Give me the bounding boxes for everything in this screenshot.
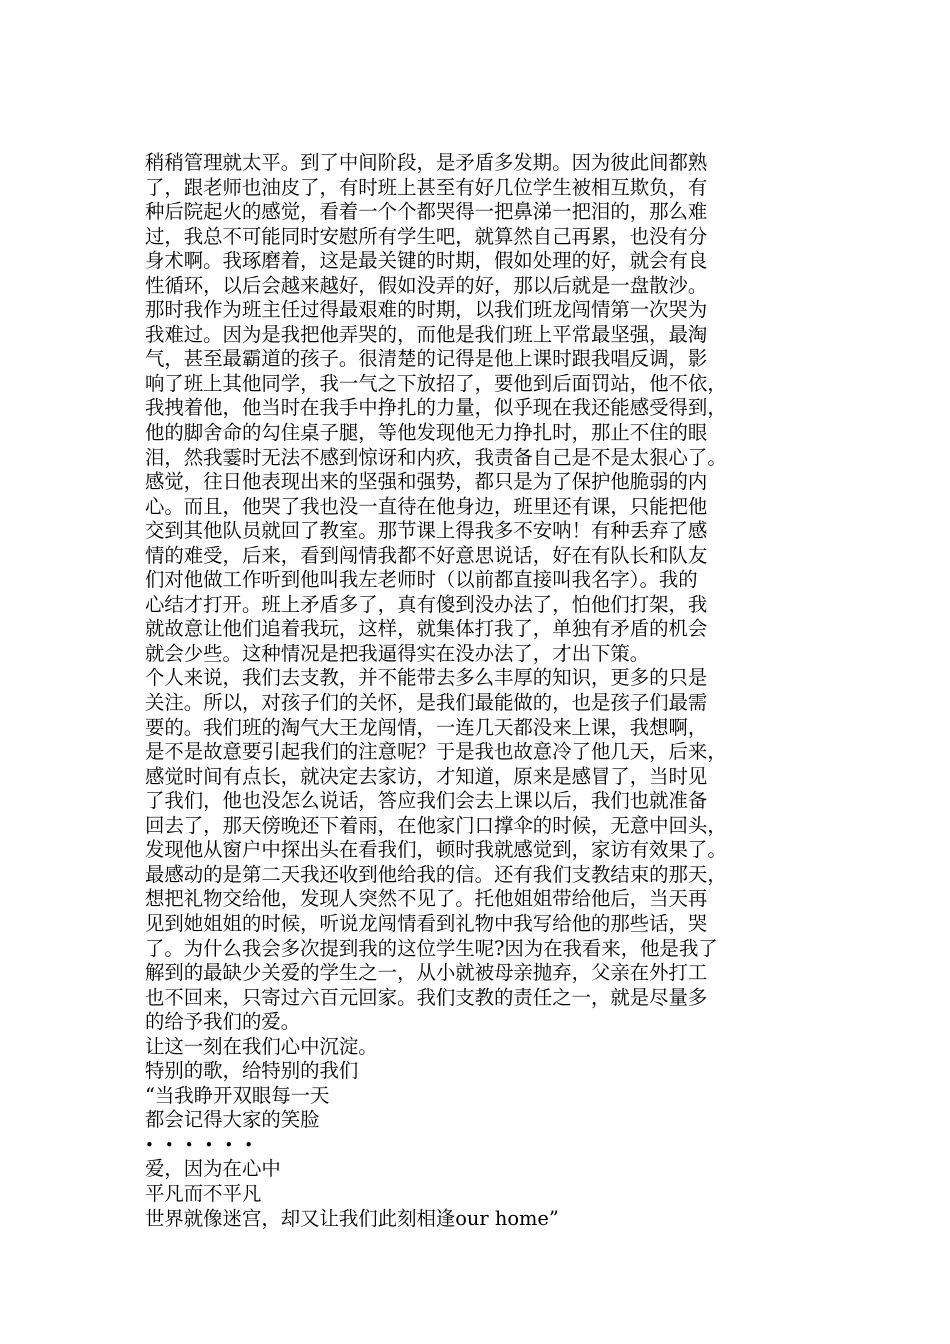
text-line: 感觉时间有点长，就决定去家访，才知道，原来是感冒了，当时见 xyxy=(145,764,708,788)
text-line: 也不回来，只寄过六百元回家。我们支教的责任之一，就是尽量多 xyxy=(145,985,708,1009)
text-line: “当我睁开双眼每一天 xyxy=(145,1083,330,1107)
text-line: 种后院起火的感觉，看着一个个都哭得一把鼻涕一把泪的，那么难 xyxy=(145,200,708,224)
text-line: 过，我总不可能同时安慰所有学生吧，就算然自己再累，也没有分 xyxy=(145,224,708,248)
text-line: 了，跟老师也油皮了，有时班上甚至有好几位学生被相互欺负，有 xyxy=(145,175,708,199)
text-line: 平凡而不平凡 xyxy=(145,1181,262,1205)
text-line: 了。为什么我会多次提到我的这位学生呢?因为在我看来，他是我了 xyxy=(145,936,718,960)
text-line: 个人来说，我们去支教，并不能带去多么丰厚的知识，更多的只是 xyxy=(145,666,708,690)
text-line: 想把礼物交给他，发现人突然不见了。托他姐姐带给他后，当天再 xyxy=(145,887,708,911)
text-line: 他的脚舍命的勾住桌子腿，等他发现他无力挣扎时，那止不住的眼 xyxy=(145,421,708,445)
text-line: 那时我作为班主任过得最艰难的时期，以我们班龙闯情第一次哭为 xyxy=(145,298,708,322)
text-line: 解到的最缺少关爱的学生之一，从小就被母亲抛弃，父亲在外打工 xyxy=(145,961,708,985)
text-line: 都会记得大家的笑脸 xyxy=(145,1108,320,1132)
document-body xyxy=(145,151,807,1231)
text-line: 心结才打开。班上矛盾多了，真有傻到没办法了，怕他们打架，我 xyxy=(145,592,708,616)
text-line: 性循环，以后会越来越好，假如没弄的好，那以后就是一盘散沙。 xyxy=(145,273,708,297)
text-line: 发现他从窗户中探出头在看我们，顿时我就感觉到，家访有效果了。 xyxy=(145,838,727,862)
text-line: 心。而且，他哭了我也没一直待在他身边，班里还有课，只能把他 xyxy=(145,494,708,518)
text-line: 情的难受，后来，看到闯情我都不好意思说话，好在有队长和队友 xyxy=(145,543,708,567)
text-line: 泪，然我霎时无法不感到惊讶和内疚，我责备自己是不是太狠心了。 xyxy=(145,445,727,469)
text-line: 让这一刻在我们心中沉淀。 xyxy=(145,1034,378,1058)
text-line: 感觉，往日他表现出来的坚强和强势，都只是为了保护他脆弱的内 xyxy=(145,470,708,494)
text-line: 最感动的是第二天我还收到他给我的信。还有我们支教结束的那天， xyxy=(145,862,727,886)
text-line: 我拽着他，他当时在我手中挣扎的力量，似乎现在我还能感受得到， xyxy=(145,396,727,420)
text-line: •••••• xyxy=(145,1135,265,1154)
text-line: 了我们，他也没怎么说话，答应我们会去上课以后，我们也就准备 xyxy=(145,789,708,813)
text-line: 身术啊。我琢磨着，这是最关键的时期，假如处理的好，就会有良 xyxy=(145,249,708,273)
text-line: 爱，因为在心中 xyxy=(145,1157,281,1181)
text-line: 是不是故意要引起我们的注意呢？于是我也故意冷了他几天，后来， xyxy=(145,740,727,764)
text-line: 世界就像迷宫，却又让我们此刻相逢our home” xyxy=(145,1206,559,1230)
text-line: 关注。所以，对孩子们的关怀，是我们最能做的，也是孩子们最需 xyxy=(145,691,708,715)
text-line: 见到她姐姐的时候，听说龙闯情看到礼物中我写给他的那些话，哭 xyxy=(145,911,708,935)
text-line: 气，甚至最霸道的孩子。很清楚的记得是他上课时跟我唱反调，影 xyxy=(145,347,708,371)
text-line: 回去了，那天傍晚还下着雨，在他家门口撑伞的时候，无意中回头， xyxy=(145,813,727,837)
text-line: 们对他做工作听到他叫我左老师时（以前都直接叫我名字）。我的 xyxy=(145,568,698,592)
text-line: 就故意让他们追着我玩，这样，就集体打我了，单独有矛盾的机会 xyxy=(145,617,708,641)
text-line: 我难过。因为是我把他弄哭的，而他是我们班上平常最坚强，最淘 xyxy=(145,322,708,346)
text-line: 要的。我们班的淘气大王龙闯情，一连几天都没来上课，我想啊， xyxy=(145,715,708,739)
text-line: 响了班上其他同学，我一气之下放招了，要他到后面罚站，他不依， xyxy=(145,371,727,395)
text-line: 交到其他队员就回了教室。那节课上得我多不安呐！有种丢弃了感 xyxy=(145,519,708,543)
text-line: 的给予我们的爱。 xyxy=(145,1010,301,1034)
text-line: 特别的歌，给特别的我们 xyxy=(145,1059,359,1083)
text-line: 稍稍管理就太平。到了中间阶段，是矛盾多发期。因为彼此间都熟 xyxy=(145,151,708,174)
text-line: 就会少些。这种情况是把我逼得实在没办法了，才出下策。 xyxy=(145,641,650,665)
